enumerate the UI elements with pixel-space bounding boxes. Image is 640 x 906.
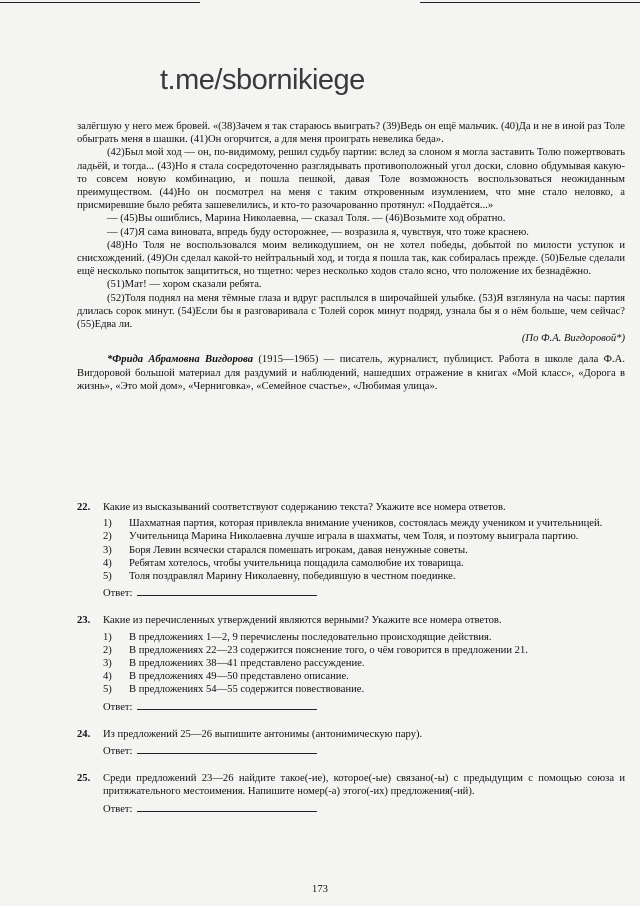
answer-label: Ответ: (103, 701, 133, 713)
option-text: Толя поздравлял Марину Николаевну, победившую в честном поединке. (129, 571, 456, 583)
option-text: Шахматная партия, которая привлекла внимание учеников, состоялась между учеником и учительницей. (129, 518, 603, 530)
answer-field[interactable] (137, 744, 317, 754)
task-option (103, 544, 625, 557)
passage-paragraph: (51)Мат! — хором сказали ребята. (107, 279, 262, 291)
task-22 (77, 501, 625, 600)
option-text: В предложениях 22—23 содержится пояснение того, о чём говорится в предложении 21. (129, 644, 528, 656)
answer-field[interactable] (137, 700, 317, 710)
top-rule-left (0, 2, 200, 3)
option-number: 2) (103, 531, 112, 543)
option-text: В предложениях 1—2, 9 перечислены последовательно происходящие действия. (129, 631, 492, 643)
task-options (103, 517, 625, 583)
option-number: 5) (103, 571, 112, 583)
answer-row (103, 802, 625, 816)
answer-field[interactable] (137, 802, 317, 812)
task-question: Из предложений 25—26 выпишите антонимы (антонимическую пару). (103, 728, 423, 740)
option-text: Учительница Марина Николаевна лучше играла в шахматы, чем Толя, и поэтому выиграла партию. (129, 531, 579, 543)
task-number: 22. (77, 502, 91, 513)
option-text: В предложениях 49—50 представлено описание. (129, 671, 349, 683)
task-25 (77, 772, 625, 816)
source-attribution: (По Ф.А. Вигдоровой*) (521, 333, 625, 345)
option-text: Боря Левин всячески старался помешать игрокам, давая ненужные советы. (129, 544, 468, 556)
task-option (103, 657, 625, 670)
passage-paragraph: (52)Толя поднял на меня тёмные глаза и вдруг расплылся в широчайшей улыбке. (53)Я взглянула на часы: партия длилась сорок минут. (54)Если бы я разговаривала с Толей сорок минут подряд, узнала бы я о нём больше, чем сейчас? (55)Едва ли. (77, 292, 625, 331)
passage-paragraph: (48)Но Толя не воспользовался моим великодушием, он не хотел победы, добытой по милости уступок и снисхождений. (49)Он сделал какой-то нейтральный ход, и тогда я пошла так, как собиралась прежде. (50)Белые сделали ещё несколько попыток защититься, но тщетно: через несколько ходов стало ясно, что положение их безнадёжно. (77, 239, 625, 278)
option-number: 4) (103, 557, 112, 569)
task-option (103, 517, 625, 530)
task-option (103, 530, 625, 543)
task-24 (77, 728, 625, 758)
answer-row (103, 700, 625, 714)
answer-field[interactable] (137, 586, 317, 596)
option-text: Ребятам хотелось, чтобы учительница пощадила самолюбие их товарища. (129, 557, 464, 569)
answer-label: Ответ: (103, 746, 133, 758)
tasks (77, 501, 625, 830)
author-bio: (1915—1965) — писатель, журналист, публицист. Работа в школе дала Ф.А. Вигдоровой большой материал для раздумий и наблюдений, нашедших отражение в книгах «Мой класс», «Дорога в жизнь», «Это мой дом», «Черниговка», «Семейное счастье», «Любимая улица». (77, 354, 625, 392)
option-number: 4) (103, 671, 112, 683)
task-number: 24. (77, 728, 91, 740)
option-number: 5) (103, 684, 112, 696)
option-text: В предложениях 38—41 представлено рассуждение. (129, 658, 365, 670)
option-text: В предложениях 54—55 содержится повествование. (129, 684, 365, 696)
task-option (103, 557, 625, 570)
answer-row (103, 744, 625, 758)
watermark: t.me/sbornikiege (160, 64, 365, 96)
task-question: Какие из перечисленных утверждений являются верными? Укажите все номера ответов. (103, 615, 502, 627)
task-option (103, 570, 625, 583)
option-number: 2) (103, 644, 112, 656)
answer-label: Ответ: (103, 588, 133, 600)
author-footnote (77, 353, 625, 393)
option-number: 1) (103, 631, 112, 643)
task-option (103, 631, 625, 644)
passage-paragraph: — (45)Вы ошиблись, Марина Николаевна, — сказал Толя. — (46)Возьмите ход обратно. (107, 213, 506, 225)
top-rule-right (420, 2, 640, 3)
passage-paragraph: — (47)Я сама виновата, впредь буду осторожнее, — возразила я, чувствуя, что тоже краснею. (107, 226, 529, 238)
task-option (103, 683, 625, 696)
answer-label: Ответ: (103, 803, 133, 815)
passage-paragraph: (42)Был мой ход — он, по-видимому, решил судьбу партии: вслед за слоном я могла заставить Толю пожертвовать ладьёй, и тогда... (43)Но я стала сосредоточенно разглядывать противоположный угол доски, словно обдумывая какую-то совсем новую комбинацию, и пошла пешкой, давая Толе возможность воспользоваться неожиданным преимуществом. (44)Но он посмотрел на меня с таким откровенным изумлением, что мне стало неловко, а присмиревшие было ребята зашевелились, и кто-то разочарованно протянул: «Поддаётся...» (77, 147, 625, 212)
task-option (103, 670, 625, 683)
passage (77, 120, 625, 393)
task-option (103, 644, 625, 657)
page-number: 173 (312, 884, 328, 895)
author-name: *Фрида Абрамовна Вигдорова (107, 354, 254, 366)
answer-row (103, 586, 625, 600)
option-number: 1) (103, 518, 112, 530)
option-number: 3) (103, 658, 112, 670)
task-options (103, 631, 625, 697)
option-number: 3) (103, 544, 112, 556)
passage-paragraph: залёгшую у него меж бровей. «(38)Зачем я так стараюсь выиграть? (39)Ведь он ещё мальчик. (40)Да и не в иной раз Толе обыграть меня в шашки. (41)Он огорчится, а для меня проиграть невелика беда». (77, 121, 625, 146)
task-23 (77, 614, 625, 713)
task-number: 23. (77, 615, 91, 627)
task-question: Среди предложений 23—26 найдите такое(-ие), которое(-ые) связано(-ы) с предыдущим с помощью союза и притяжательного местоимения. Напишите номер(-а) этого(-их) предложения(-ий). (103, 773, 625, 798)
task-number: 25. (77, 773, 91, 785)
task-question: Какие из высказываний соответствуют содержанию текста? Укажите все номера ответов. (103, 502, 506, 513)
